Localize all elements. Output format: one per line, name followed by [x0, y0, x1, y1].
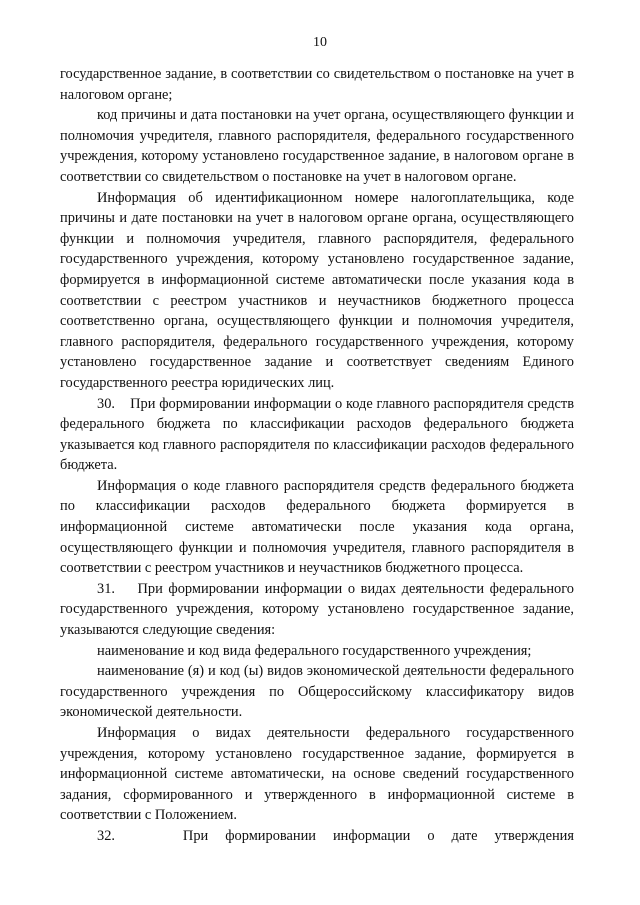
paragraph-2: код причины и дата постановки на учет органа, осуществляющего функции и полномочия учредителя, главного распорядителя, федерального государственного учреждения, которому установлено государственное задание, в налоговом органе в соответствии со свидетельством о постановке на учет в налоговом органе. [60, 107, 574, 185]
paragraph-6-item-31: 31. При формировании информации о видах деятельности федерального государственного учреждения, которому установлено государственное задание, указываются следующие сведения: [60, 580, 574, 639]
page-number: 10 [313, 35, 327, 50]
paragraph-8: наименование (я) и код (ы) видов экономической деятельности федерального государственного учреждения по Общероссийскому классификатору видов экономической деятельности. [60, 663, 574, 721]
paragraph-5: Информация о коде главного распорядителя средств федерального бюджета по классификации расходов федерального бюджета формируется в информационной системе автоматически после указания кода органа, осуществляющего функции и полномочия учредителя, главного распорядителя в соответствии с реестром участников и неучастников бюджетного процесса. [60, 477, 574, 577]
document-body [60, 64, 574, 847]
paragraph-10-item-32: 32. При формировании информации о дате утверждения [97, 827, 574, 844]
paragraph-1: государственное задание, в соответствии со свидетельством о постановке на учет в налоговом органе; [60, 66, 574, 103]
paragraph-4-item-30: 30. При формировании информации о коде главного распорядителя средств федерального бюджета по классификации расходов федерального бюджета указывается код главного распорядителя по классификации расходов федерального бюджета. [60, 395, 574, 474]
paragraph-7: наименование и код вида федерального государственного учреждения; [97, 642, 532, 659]
paragraph-9: Информация о видах деятельности федерального государственного учреждения, которому установлено государственное задание, формируется в информационной системе автоматически, на основе сведений государственного задания, сформированного и утвержденного в информационной системе в соответствии с Положением. [60, 725, 574, 824]
paragraph-3: Информация об идентификационном номере налогоплательщика, коде причины и дате постановки на учет в налоговом органе органа, осуществляющего функции и полномочия учредителя, главного распорядителя, федерального государственного учреждения, которому установлено государственное задание, формируется в информационной системе автоматически после указания кода в соответствии с реестром участников и неучастников бюджетного процесса соответственно органа, осуществляющего функции и полномочия учредителя, главного распорядителя, федерального государственного учреждения, которому установлено государственное задание и соответствует сведениям Единого государственного реестра юридических лиц. [60, 189, 574, 391]
